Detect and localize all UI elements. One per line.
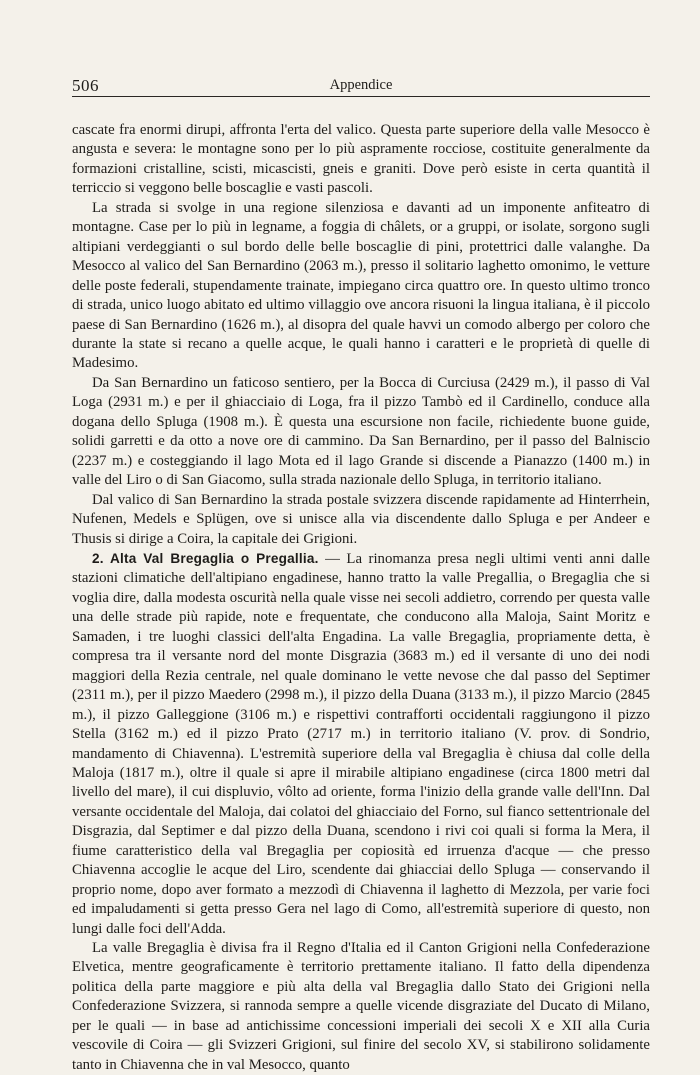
paragraph-2 (72, 199, 650, 374)
running-title: Appendice (329, 77, 393, 93)
paragraph-text: La strada si svolge in una regione silenziosa e davanti ad un imponente anfiteatro di montagne. Case per lo più in legname, a foggia di châlets, or a gruppi, or isolate, sorgono sugli altipiani verdeggianti o sul bordo delle belle boscaglie di pini, protettrici dalle valanghe. Da Mesocco al valico del San Bernardino (2063 m.), presso il solitario laghetto omonimo, le vetture delle poste federali, stupendamente trainate, impiegano circa quattro ore. In questo ultimo tronco di strada, unico luogo abitato ed ultimo villaggio ove ancora risuoni la lingua italiana, è il piccolo paese di San Bernardino (1626 m.), al disopra del quale havvi un comodo albergo per coloro che durante la state si recano a quelle acque, le quali hanno i caratteri e le proprietà di quelle di Madesimo. (72, 199, 650, 372)
section-heading: 2. Alta Val Bregaglia o Pregallia. (92, 550, 319, 566)
body-text (72, 121, 650, 1075)
paragraph-text: Da San Bernardino un faticoso sentiero, per la Bocca di Curciusa (2429 m.), il passo di Val Loga (2931 m.) e per il ghiacciaio di Loga, fra il pizzo Tambò ed il Cardinello, conduce alla dogana dello Spluga (1908 m.). È questa una escursione non facile, richiedente buone guide, solidi garretti e da otto a nove ore di cammino. Da San Bernardino, per il passo del Balniscio (2237 m.) e costeggiando il lago Mota ed il lago Grande si discende a Pianazzo (1400 m.) in valle del Liro o di San Giacomo, sulla strada nazionale dello Spluga, in territorio italiano. (72, 374, 650, 489)
paragraph-text: cascate fra enormi dirupi, affronta l'erta del valico. Questa parte superiore della valle Mesocco è angusta e severa: le montagne sono per lo più aspramente rocciose, costituite generalmente da formazioni cristalline, scisti, micascisti, gneis e graniti. Dove però esiste in certa quantità il terriccio si veggono belle boscaglie e vasti pascoli. (72, 122, 650, 197)
paragraph-text: La valle Bregaglia è divisa fra il Regno d'Italia ed il Canton Grigioni nella Confederazione Elvetica, mentre geograficamente è territorio prettamente italiano. Il fatto della dipendenza politica della parte maggiore e più alta della val Bregaglia dallo Stato dei Grigioni nella Confederazione Svizzera, si rannoda sempre a quelle vicende disgraziate del Ducato di Milano, per le quali — in base ad antichissime concessioni imperiali dei secoli X e XII alla Curia vescovile di Coira — gli Svizzeri Grigioni, sul finire del secolo XV, si stabilirono solidamente tanto in Chiavenna che in val Mesocco, quanto (72, 940, 650, 1073)
paragraph-text: — La rinomanza presa negli ultimi venti anni dalle stazioni climatiche dell'altipiano engadinese, hanno tratto la valle Pregallia, o Bregaglia che si voglia dire, dalla modesta oscurità nella quale visse nei secoli addietro, correndo per questa valle una delle strade più rapide, note e frequentate, che conducono alla Maloja, Saint Moritz e Samaden, i tre luoghi classici dell'alta Engadina. La valle Bregaglia, propriamente detta, è compresa tra il versante nord del monte Disgrazia (3683 m.) ed il versante di uno dei nodi maggiori della Rezia centrale, nel quale dominano le vette nevose che dal passo del Septimer (2311 m.), per il pizzo Maedero (2998 m.), il pizzo della Duana (3133 m.), il pizzo Marcio (2845 m.), il pizzo Galleggione (3106 m.) e rispettivi contrafforti occidentali raggiungono il pizzo Stella (3162 m.) ed il pizzo Prato (2717 m.) in territorio italiano (V. prov. di Sondrio, mandamento di Chiavenna). L'estremità superiore della val Bregaglia è chiusa dal colle della Maloja (1817 m.), oltre il quale si apre il mirabile altipiano engadinese (circa 1800 metri dal livello del mare), il cui displuvio, vôlto ad oriente, forma l'inizio della grande valle dell'Inn. Dal versante occidentale del Maloja, dai colatoi del ghiacciaio del Forno, sul fianco settentrionale del Disgrazia, dal Septimer e dal pizzo della Duana, scendono i rivi coi quali si forma la Mera, il fiume caratteristico della val Bregaglia per copiosità ed irruenza d'acque — che presso Chiavenna accoglie le acque del Liro, scendente dai ghiacciai dello Spluga — conservando il proprio nome, dopo aver formato a mezzodì di Chiavenna il laghetto di Mezzola, per varie foci ed impaludamenti si getta presso Gera nel lago di Como, all'estremità superiore di questo, non lungi dalle foci dell'Adda. (72, 550, 650, 937)
paragraph-3 (72, 374, 650, 491)
paragraph-5 (72, 549, 650, 939)
paragraph-text: Dal valico di San Bernardino la strada postale svizzera discende rapidamente ad Hinterrhein, Nufenen, Medels e Splügen, ove si unisce alla via discendente dallo Spluga e per Andeer e Thusis si dirige a Coira, la capitale dei Grigioni. (72, 491, 650, 547)
paragraph-4 (72, 491, 650, 549)
page-header (72, 74, 650, 97)
page-number: 506 (72, 76, 99, 95)
paragraph-1 (72, 121, 650, 199)
paragraph-6 (72, 939, 650, 1075)
